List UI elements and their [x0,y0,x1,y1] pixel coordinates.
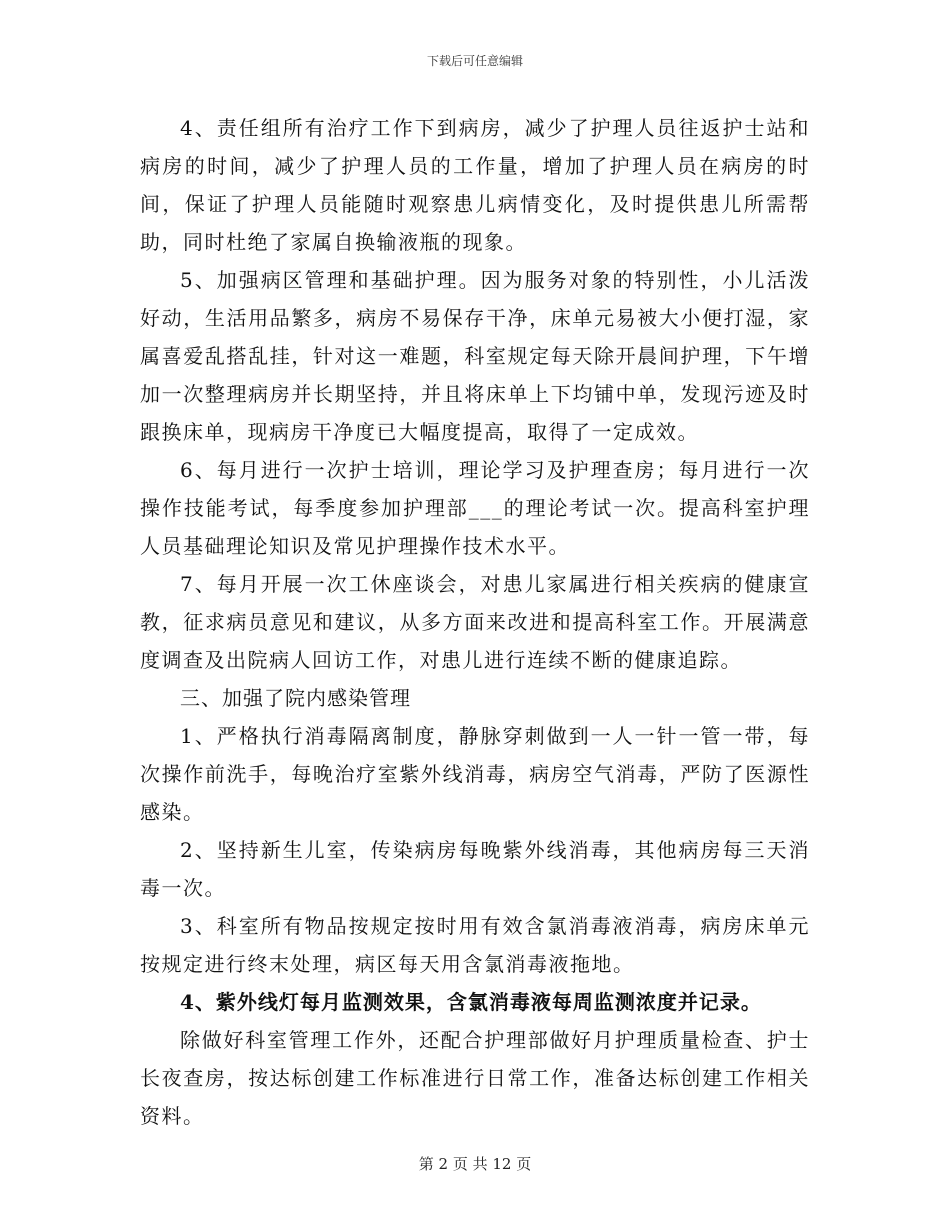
paragraph-infection-4-bold: 4、紫外线灯每月监测效果，含氯消毒液每周监测浓度并记录。 [180,990,762,1014]
paragraph-item-5: 5、加强病区管理和基础护理。因为服务对象的特别性，小儿活泼好动，生活用品繁多，病房不易保存干净，床单元易被大小便打湿，家属喜爱乱搭乱挂，针对这一难题，科室规定每天除开晨间护理，下午增加一次整理病房并长期坚持，并且将床单上下均铺中单，发现污迹及时跟换床单，现病房干净度已大幅度提高，取得了一定成效。 [140,268,810,444]
paragraph-item-4: 4、责任组所有治疗工作下到病房，减少了护理人员往返护士站和病房的时间，减少了护理人员的工作量，增加了护理人员在病房的时间，保证了护理人员能随时观察患儿病情变化，及时提供患儿所需帮助，同时杜绝了家属自换输液瓶的现象。 [140,116,810,254]
paragraph-closing: 除做好科室管理工作外，还配合护理部做好月护理质量检查、护士长夜查房，按达标创建工作标准进行日常工作，准备达标创建工作相关资料。 [140,1028,810,1128]
page-footer-number: 第 2 页 共 12 页 [418,1155,532,1173]
document-body [140,109,810,1135]
section-heading-infection-control: 三、加强了院内感染管理 [180,686,411,710]
paragraph-infection-1: 1、严格执行消毒隔离制度，静脉穿刺做到一人一针一管一带，每次操作前洗手，每晚治疗室紫外线消毒，病房空气消毒，严防了医源性感染。 [140,724,810,824]
paragraph-infection-2: 2、坚持新生儿室，传染病房每晚紫外线消毒，其他病房每三天消毒一次。 [140,838,810,900]
paragraph-infection-3: 3、科室所有物品按规定按时用有效含氯消毒液消毒，病房床单元按规定进行终末处理，病区每天用含氯消毒液拖地。 [140,914,810,976]
paragraph-item-7: 7、每月开展一次工休座谈会，对患儿家属进行相关疾病的健康宣教，征求病员意见和建议，从多方面来改进和提高科室工作。开展满意度调查及出院病人回访工作，对患儿进行连续不断的健康追踪。 [140,572,810,672]
paragraph-item-6: 6、每月进行一次护士培训，理论学习及护理查房；每月进行一次操作技能考试，每季度参加护理部___的理论考试一次。提高科室护理人员基础理论知识及常见护理操作技术水平。 [140,458,810,558]
page-header-note: 下载后可任意编辑 [426,54,523,68]
